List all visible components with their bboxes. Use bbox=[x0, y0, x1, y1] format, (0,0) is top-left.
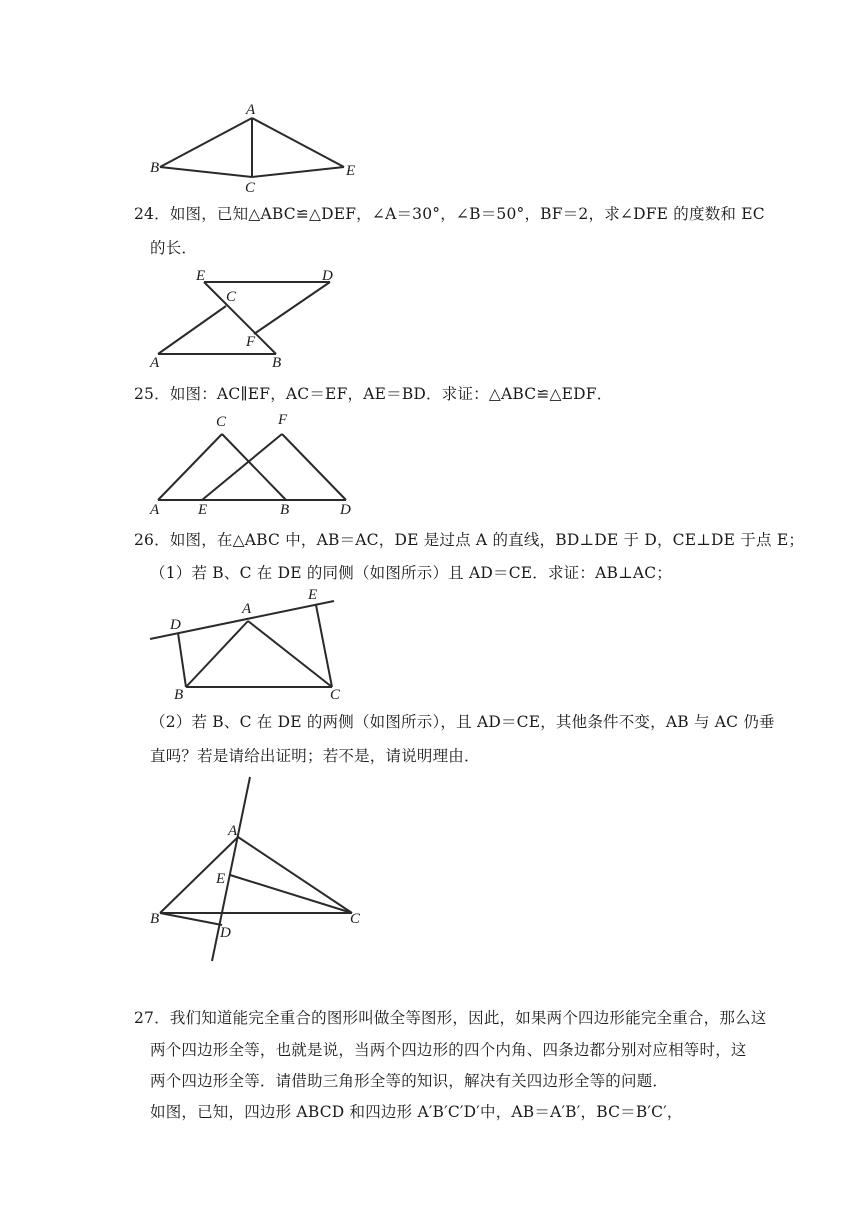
q26-line1: 26．如图，在△ABC 中，AB＝AC，DE 是过点 A 的直线，BD⊥DE 于 D，CE⊥DE 于点 E； bbox=[134, 531, 805, 549]
label-E: E bbox=[216, 871, 226, 887]
label-B: B bbox=[272, 355, 282, 370]
segment-AC bbox=[158, 306, 226, 354]
segment-DF bbox=[254, 282, 330, 334]
q27-line4: 如图，已知，四边形 ABCD 和四边形 A′B′C′D′中，AB＝A′B′，BC＝B′C′， bbox=[150, 1103, 683, 1121]
segment-AE bbox=[252, 118, 344, 167]
label-B: B bbox=[280, 502, 290, 518]
figure-q23 bbox=[148, 100, 358, 195]
q27-line1: 27．我们知道能完全重合的图形叫做全等图形，因此，如果两个四边形能完全重合，那么这 bbox=[134, 1009, 767, 1027]
label-D: D bbox=[170, 617, 181, 633]
q26-part2-line2: 直吗？若是请给出证明；若不是，请说明理由． bbox=[150, 747, 480, 765]
q27-line2: 两个四边形全等，也就是说，当两个四边形的四个内角、四条边都分别对应相等时，这 bbox=[150, 1041, 747, 1059]
label-E: E bbox=[198, 502, 208, 518]
figure-q26-2-svg bbox=[148, 775, 360, 965]
label-B: B bbox=[174, 687, 184, 703]
label-C: C bbox=[350, 911, 360, 927]
figure-q26-2 bbox=[148, 775, 360, 965]
label-A: A bbox=[228, 823, 238, 839]
label-C: C bbox=[245, 180, 256, 195]
label-D: D bbox=[220, 925, 231, 941]
figure-q24-svg bbox=[148, 266, 338, 370]
label-F: F bbox=[278, 412, 288, 428]
figure-q25-svg bbox=[148, 410, 358, 518]
segment-AB bbox=[160, 837, 238, 913]
segment-AC bbox=[238, 837, 352, 913]
label-D: D bbox=[340, 502, 351, 518]
label-D: D bbox=[322, 268, 333, 284]
segment-AB bbox=[186, 621, 248, 687]
segment-AC bbox=[158, 434, 222, 500]
label-E: E bbox=[346, 163, 356, 179]
q24-line1: 24．如图，已知△ABC≌△DEF，∠A＝30°，∠B＝50°，BF＝2，求∠DFE 的度数和 EC bbox=[134, 205, 765, 223]
segment-AB bbox=[160, 118, 252, 167]
label-A: A bbox=[246, 102, 256, 118]
q25-line1: 25．如图：AC∥EF，AC＝EF，AE＝BD．求证：△ABC≌△EDF． bbox=[134, 385, 613, 403]
label-B: B bbox=[150, 911, 160, 927]
label-B: B bbox=[150, 160, 160, 176]
figure-q26-1-svg bbox=[148, 585, 340, 703]
label-E: E bbox=[308, 587, 318, 603]
label-C: C bbox=[226, 289, 237, 305]
segment-EC bbox=[230, 875, 352, 913]
segment-BD bbox=[160, 913, 222, 925]
label-E: E bbox=[196, 268, 206, 284]
label-C: C bbox=[330, 687, 340, 703]
q26-part1: （1）若 B、C 在 DE 的同侧（如图所示）且 AD＝CE．求证：AB⊥AC； bbox=[150, 564, 672, 582]
line-DE bbox=[212, 777, 250, 961]
segment-EB bbox=[204, 282, 276, 354]
label-A: A bbox=[150, 355, 160, 370]
segment-AC bbox=[248, 621, 332, 687]
segment-EC bbox=[316, 605, 332, 687]
figure-q24 bbox=[148, 266, 338, 370]
segment-FD bbox=[282, 434, 346, 500]
q24-line2: 的长． bbox=[150, 239, 198, 257]
label-A: A bbox=[242, 601, 252, 617]
label-A: A bbox=[150, 502, 160, 518]
label-C: C bbox=[216, 414, 227, 430]
segment-DB bbox=[178, 633, 186, 687]
segment-CE bbox=[252, 167, 344, 177]
figure-q25 bbox=[148, 410, 358, 518]
q26-part2-line1: （2）若 B、C 在 DE 的两侧（如图所示），且 AD＝CE，其他条件不变，AB 与 AC 仍垂 bbox=[150, 713, 775, 731]
figure-q23-svg bbox=[148, 100, 358, 195]
segment-EF bbox=[202, 434, 282, 500]
figure-q26-1 bbox=[148, 585, 340, 703]
q27-line3: 两个四边形全等．请借助三角形全等的知识，解决有关四边形全等的问题． bbox=[150, 1072, 669, 1090]
label-F: F bbox=[246, 334, 256, 350]
segment-BC bbox=[160, 167, 252, 177]
segment-CB bbox=[222, 434, 286, 500]
